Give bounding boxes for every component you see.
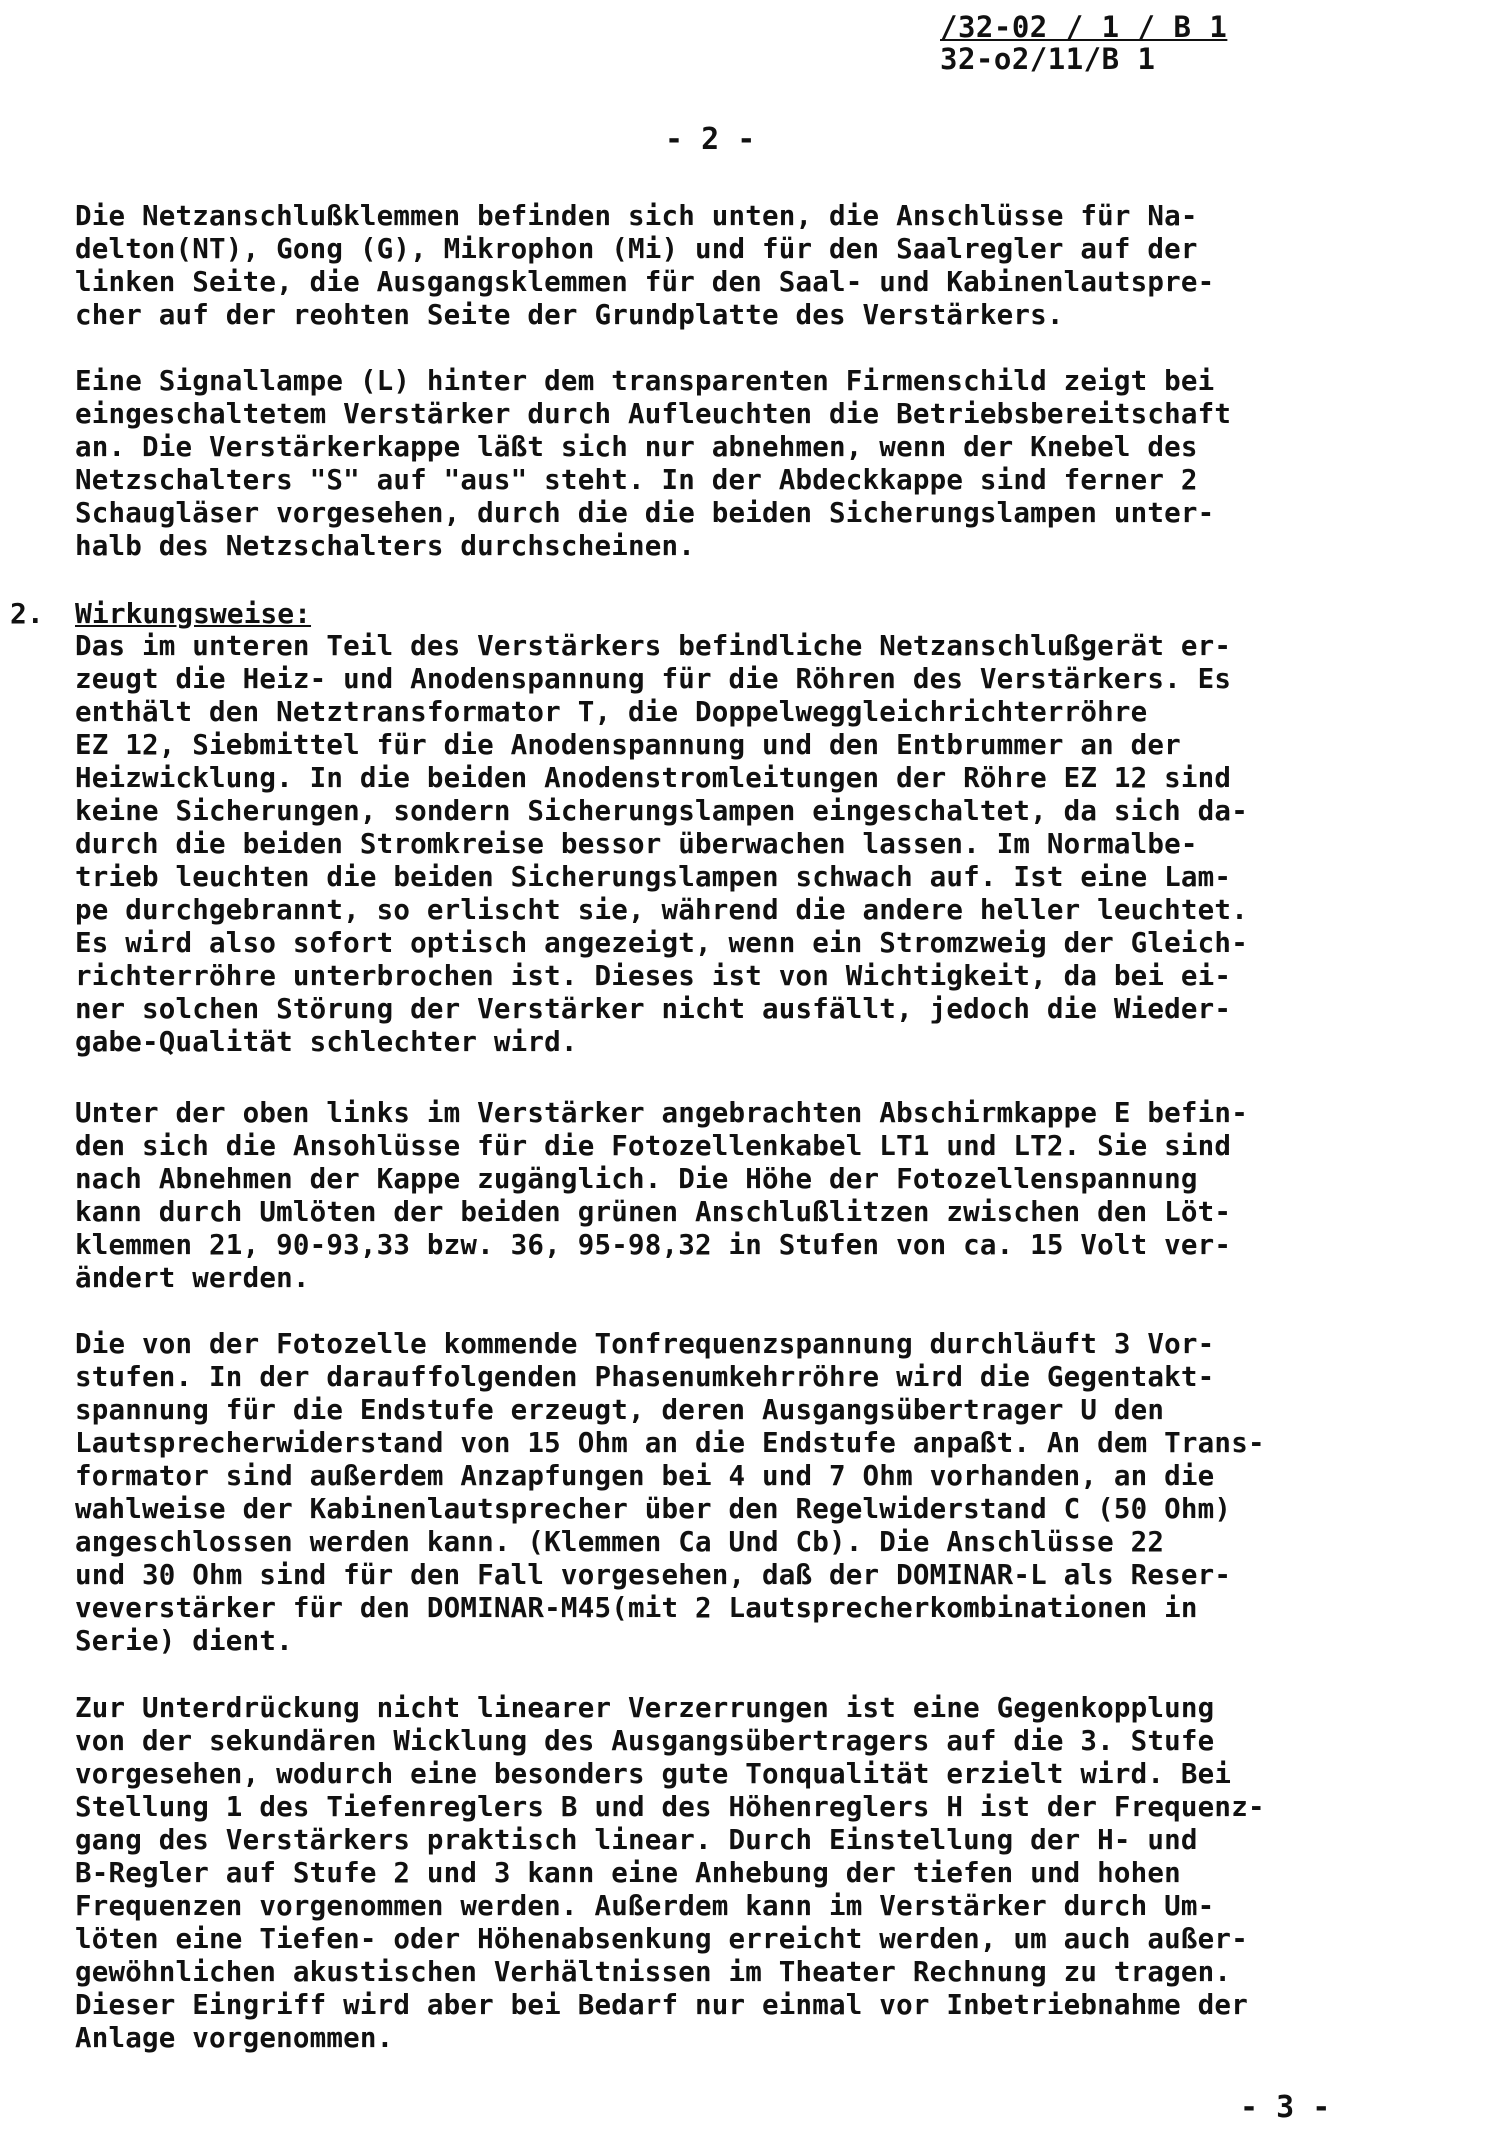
text-line: EZ 12, Siebmittel für die Anodenspannung und den Entbrummer an der	[75, 729, 1181, 761]
text-line: keine Sicherungen, sondern Sicherungslampen eingeschaltet, da sich da-	[75, 795, 1248, 827]
text-line: wahlweise der Kabinenlautsprecher über den Regelwiderstand C (50 Ohm)	[75, 1493, 1232, 1525]
text-line: vorgesehen, wodurch eine besonders gute Tonqualität erzielt wird. Bei	[75, 1758, 1232, 1790]
text-line: Die von der Fotozelle kommende Tonfrequenzspannung durchläuft 3 Vor-	[75, 1328, 1215, 1360]
text-line: Lautsprecherwiderstand von 15 Ohm an die Endstufe anpaßt. An dem Trans-	[75, 1427, 1265, 1459]
text-line: Eine Signallampe (L) hinter dem transparenten Firmenschild zeigt bei	[75, 365, 1215, 397]
text-line: Anlage vorgenommen.	[75, 2022, 394, 2054]
text-line: an. Die Verstärkerkappe läßt sich nur abnehmen, wenn der Knebel des	[75, 431, 1198, 463]
paragraph-power-supply	[75, 630, 1475, 1059]
text-line: löten eine Tiefen- oder Höhenabsenkung erreicht werden, um auch außer-	[75, 1923, 1248, 1955]
text-line: Schaugläser vorgesehen, durch die die beiden Sicherungslampen unter-	[75, 497, 1215, 529]
text-line: nach Abnehmen der Kappe zugänglich. Die Höhe der Fotozellenspannung	[75, 1163, 1198, 1195]
text-line: angeschlossen werden kann. (Klemmen Ca Und Cb). Die Anschlüsse 22	[75, 1526, 1165, 1558]
paragraph-signal-lamp	[75, 365, 1475, 563]
text-line: Frequenzen vorgenommen werden. Außerdem kann im Verstärker durch Um-	[75, 1890, 1215, 1922]
text-line: linken Seite, die Ausgangsklemmen für den Saal- und Kabinenlautspre-	[75, 266, 1215, 298]
text-line: Es wird also sofort optisch angezeigt, wenn ein Stromzweig der Gleich-	[75, 927, 1248, 959]
text-line: gabe-Qualität schlechter wird.	[75, 1026, 578, 1058]
text-line: und 30 Ohm sind für den Fall vorgesehen, daß der DOMINAR-L als Reser-	[75, 1559, 1232, 1591]
text-line: richterröhre unterbrochen ist. Dieses ist von Wichtigkeit, da bei ei-	[75, 960, 1232, 992]
text-line: Zur Unterdrückung nicht linearer Verzerrungen ist eine Gegenkopplung	[75, 1692, 1215, 1724]
text-line: ändert werden.	[75, 1262, 310, 1294]
text-line: Das im unteren Teil des Verstärkers befindliche Netzanschlußgerät er-	[75, 630, 1232, 662]
text-line: pe durchgebrannt, so erlischt sie, während die andere heller leuchtet.	[75, 894, 1248, 926]
section-number: 2.	[10, 597, 44, 630]
next-page-marker: - 3 -	[1240, 2090, 1331, 2125]
text-line: den sich die Ansohlüsse für die Fotozellenkabel LT1 und LT2. Sie sind	[75, 1130, 1232, 1162]
text-line: delton(NT), Gong (G), Mikrophon (Mi) und für den Saalregler auf der	[75, 233, 1198, 265]
reference-number-line-2: 32-o2/11/B 1	[940, 42, 1156, 76]
text-line: durch die beiden Stromkreise bessor überwachen lassen. Im Normalbe-	[75, 828, 1198, 860]
text-line: gang des Verstärkers praktisch linear. Durch Einstellung der H- und	[75, 1824, 1198, 1856]
text-line: enthält den Netztransformator T, die Doppelweggleichrichterröhre	[75, 696, 1148, 728]
text-line: kann durch Umlöten der beiden grünen Anschlußlitzen zwischen den Löt-	[75, 1196, 1232, 1228]
text-line: Stellung 1 des Tiefenreglers B und des Höhenreglers H ist der Frequenz-	[75, 1791, 1265, 1823]
text-line: formator sind außerdem Anzapfungen bei 4 und 7 Ohm vorhanden, an die	[75, 1460, 1215, 1492]
text-line: trieb leuchten die beiden Sicherungslampen schwach auf. Ist eine Lam-	[75, 861, 1232, 893]
text-line: eingeschaltetem Verstärker durch Aufleuchten die Betriebsbereitschaft	[75, 398, 1232, 430]
text-line: halb des Netzschalters durchscheinen.	[75, 530, 695, 562]
text-line: von der sekundären Wicklung des Ausgangsübertragers auf die 3. Stufe	[75, 1725, 1215, 1757]
paragraph-negative-feedback	[75, 1692, 1475, 2055]
text-line: Die Netzanschlußklemmen befinden sich unten, die Anschlüsse für Na-	[75, 200, 1198, 232]
text-line: Serie) dient.	[75, 1625, 293, 1657]
text-line: klemmen 21, 90-93,33 bzw. 36, 95-98,32 in Stufen von ca. 15 Volt ver-	[75, 1229, 1232, 1261]
text-line: Netzschalters "S" auf "aus" steht. In der Abdeckkappe sind ferner 2	[75, 464, 1198, 496]
text-line: zeugt die Heiz- und Anodenspannung für die Röhren des Verstärkers. Es	[75, 663, 1232, 695]
section-heading: Wirkungsweise:	[75, 597, 312, 630]
text-line: spannung für die Endstufe erzeugt, deren Ausgangsübertrager U den	[75, 1394, 1165, 1426]
text-line: Unter der oben links im Verstärker angebrachten Abschirmkappe E befin-	[75, 1097, 1248, 1129]
paragraph-connections	[75, 200, 1475, 332]
text-line: cher auf der reohten Seite der Grundplatte des Verstärkers.	[75, 299, 1064, 331]
text-line: Dieser Eingriff wird aber bei Bedarf nur einmal vor Inbetriebnahme der	[75, 1989, 1248, 2021]
page-number: - 2 -	[665, 122, 756, 157]
text-line: Heizwicklung. In die beiden Anodenstromleitungen der Röhre EZ 12 sind	[75, 762, 1232, 794]
text-line: ner solchen Störung der Verstärker nicht ausfällt, jedoch die Wieder-	[75, 993, 1232, 1025]
text-line: B-Regler auf Stufe 2 und 3 kann eine Anhebung der tiefen und hohen	[75, 1857, 1181, 1889]
text-line: veverstärker für den DOMINAR-M45(mit 2 Lautsprecherkombinationen in	[75, 1592, 1198, 1624]
text-line: stufen. In der darauffolgenden Phasenumkehrröhre wird die Gegentakt-	[75, 1361, 1215, 1393]
text-line: gewöhnlichen akustischen Verhältnissen im Theater Rechnung zu tragen.	[75, 1956, 1232, 1988]
paragraph-photocell	[75, 1097, 1475, 1295]
reference-number-line-1: /32-02 / 1 / B 1	[940, 10, 1228, 44]
paragraph-signal-chain	[75, 1328, 1475, 1658]
